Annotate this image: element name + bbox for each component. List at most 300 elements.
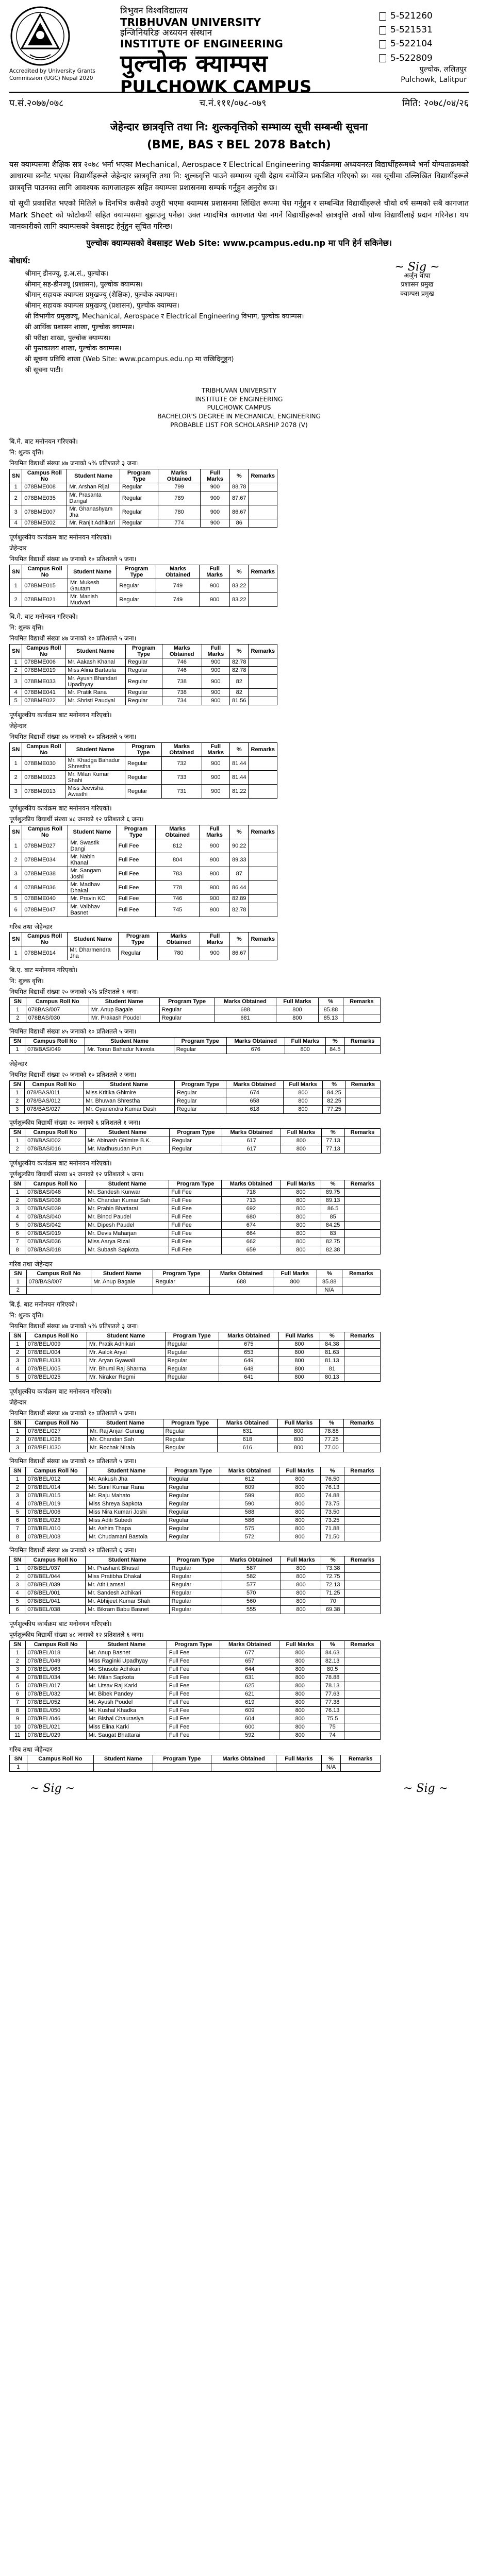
signature-mark-icon: ~ Sig ~ xyxy=(403,1782,448,1795)
cell-sn: 3 xyxy=(10,505,22,519)
cell-program: Regular xyxy=(175,1105,226,1113)
cell-remarks xyxy=(344,1649,381,1657)
cell-pct: 82 xyxy=(229,688,249,697)
column-header-marks: Marks Obtained xyxy=(215,997,276,1006)
cell-name: Mr. Khadga Bahadur Shrestha xyxy=(65,756,125,770)
column-header-pct: % xyxy=(321,1180,344,1188)
cell-remarks xyxy=(249,666,277,674)
phone-row xyxy=(379,52,467,65)
cc-item: श्री पुस्तकालय शाखा, पुल्चोक क्याम्पस। xyxy=(25,345,122,353)
cell-marks: 774 xyxy=(158,519,201,527)
column-header-name: Student Name xyxy=(88,1419,163,1427)
cell-roll: 078/BAS/038 xyxy=(25,1196,86,1205)
column-header-name: Student Name xyxy=(86,1467,166,1475)
cell-full: 800 xyxy=(279,1483,321,1492)
column-header-sn: SN xyxy=(10,1419,26,1427)
cell-name: Mr. Ankush Jha xyxy=(86,1475,166,1483)
cell-remarks xyxy=(344,1715,381,1723)
cell-pct: 80.5 xyxy=(321,1665,344,1673)
cell-roll: 078/BAS/027 xyxy=(25,1105,84,1113)
cell-full: 900 xyxy=(200,491,229,505)
cell-remarks xyxy=(343,1444,380,1452)
table-header-row xyxy=(10,997,381,1006)
cell-roll: 078/BAS/011 xyxy=(25,1089,84,1097)
cell-program: Regular xyxy=(165,1348,219,1357)
cell-full: 900 xyxy=(200,519,229,527)
cell-name: Mr. Abhijeet Kumar Shah xyxy=(86,1597,170,1605)
column-header-sn: SN xyxy=(10,469,22,483)
cell-sn: 3 xyxy=(10,1105,25,1113)
cell-pct: 81.22 xyxy=(229,784,249,798)
cell-sn: 1 xyxy=(10,1763,27,1771)
cell-marks: 619 xyxy=(220,1698,279,1706)
cell-name: Mr. Devis Maharjan xyxy=(86,1229,169,1238)
table-row xyxy=(10,894,277,903)
cell-marks: 692 xyxy=(222,1205,281,1213)
campus-address xyxy=(401,65,467,85)
cell-pct: 82.38 xyxy=(321,1246,344,1254)
cell-marks: 590 xyxy=(220,1500,279,1508)
reference-row xyxy=(9,95,469,114)
table-header-row xyxy=(10,1556,381,1564)
column-header-program: Program Type xyxy=(169,1180,222,1188)
cell-remarks xyxy=(249,697,277,705)
table-row xyxy=(10,579,277,592)
column-header-pct: % xyxy=(325,1037,345,1045)
cell-sn: 1 xyxy=(10,839,22,853)
cell-marks: 644 xyxy=(220,1665,279,1673)
table-row xyxy=(10,1581,381,1589)
cell-marks: 749 xyxy=(156,592,200,606)
cell-remarks xyxy=(249,505,277,519)
column-header-roll: Campus Roll No xyxy=(22,565,68,579)
table-row xyxy=(10,1196,381,1205)
cell-full: 800 xyxy=(279,1682,321,1690)
table-row xyxy=(10,688,277,697)
list-header-line: INSTITUTE OF ENGINEERING xyxy=(195,395,283,403)
tribhuvan-university-logo-icon xyxy=(9,5,71,67)
cell-marks: 648 xyxy=(219,1365,278,1373)
group-note: नि: शुल्क वृत्ति। xyxy=(9,448,44,456)
cell-roll: 078/BEL/034 xyxy=(25,1673,86,1682)
column-header-full: Full Marks xyxy=(281,1128,322,1137)
cell-program: Regular xyxy=(125,658,162,666)
cell-pct: 89.13 xyxy=(321,1196,344,1205)
cell-remarks xyxy=(344,1357,380,1365)
cell-sn: 6 xyxy=(10,1516,26,1524)
cell-remarks xyxy=(343,1427,380,1435)
cell-name: Mr. Nabin Khanal xyxy=(68,853,116,867)
group-note: जेहेन्दार xyxy=(9,722,27,730)
table-row xyxy=(10,1089,381,1097)
table-row xyxy=(10,658,277,666)
column-header-remarks: Remarks xyxy=(345,1037,381,1045)
cell-remarks xyxy=(344,1673,381,1682)
cell-program: Regular xyxy=(169,1597,222,1605)
cell-marks: 616 xyxy=(217,1444,277,1452)
column-header-marks: Marks Obtained xyxy=(219,1332,278,1340)
cell-remarks xyxy=(343,1006,380,1014)
cell-sn: 1 xyxy=(10,483,22,491)
cell-name: Miss Shreya Sapkota xyxy=(86,1500,166,1508)
cell-full: 800 xyxy=(279,1649,321,1657)
list-header-line: TRIBHUVAN UNIVERSITY xyxy=(202,386,276,394)
cell-marks: 812 xyxy=(156,839,200,853)
cell-roll: 078BME036 xyxy=(22,880,68,894)
ref-no: प.सं.२०७७/०७८ xyxy=(9,98,64,109)
table-row xyxy=(10,1365,381,1373)
group-note: पूर्णशुल्कीय विद्यार्थी संख्या ४८ जनाको १२ प्रतिशतले ६ जना। xyxy=(9,1631,144,1638)
cell-remarks xyxy=(345,1097,380,1105)
cell-marks: 780 xyxy=(158,505,201,519)
group-heading: बि.ई. बाट मनोनयन गरिएको। xyxy=(9,1300,77,1308)
cell-sn: 2 xyxy=(10,853,22,867)
cell-remarks xyxy=(345,1089,380,1097)
cell-remarks xyxy=(344,1483,381,1492)
group-note: नि: शुल्क वृत्ति। xyxy=(9,623,44,631)
cell-marks: 600 xyxy=(220,1723,279,1731)
cell-full: 800 xyxy=(281,1213,321,1221)
cell-program: Regular xyxy=(165,1373,219,1381)
table-row xyxy=(10,903,277,917)
cell-sn: 5 xyxy=(10,1597,25,1605)
cell-program: Full Fee xyxy=(167,1698,220,1706)
table-row xyxy=(10,784,277,798)
cell-remarks xyxy=(344,1492,381,1500)
table-row xyxy=(10,1357,381,1365)
cell-program: Regular xyxy=(167,1475,220,1483)
cell-name: Mr. Milan Kumar Shahi xyxy=(65,770,125,784)
cell-marks: 657 xyxy=(220,1657,279,1665)
cell-remarks xyxy=(342,1286,380,1294)
cell-roll: 078/BEL/015 xyxy=(25,1492,86,1500)
table-row xyxy=(10,1014,381,1022)
group-note: नि: शुल्क वृत्ति। xyxy=(9,1311,44,1319)
column-header-pct: % xyxy=(321,1128,344,1137)
cell-roll: 078/BEL/032 xyxy=(25,1690,86,1698)
cell-roll: 078/BAS/007 xyxy=(26,1278,91,1286)
group-heading: बि.ए. बाट मनोनयन गरिएको। xyxy=(9,965,78,974)
cell-full: 800 xyxy=(281,1597,321,1605)
cell-full: 800 xyxy=(281,1229,321,1238)
cell-pct: 76.13 xyxy=(321,1483,344,1492)
column-header-sn: SN xyxy=(10,644,22,658)
cell-name: Mr. Sandesh Kunwar xyxy=(86,1188,169,1196)
table-row xyxy=(10,1682,381,1690)
scholarship-table xyxy=(9,1556,381,1614)
table-row xyxy=(10,1597,381,1605)
table-caption: नियमित विद्यार्थी संख्या ४५ जनाको १० प्रतिशतले ५ जना। xyxy=(9,1027,137,1035)
cell-name xyxy=(94,1763,153,1771)
cell-program: Regular xyxy=(169,1589,222,1597)
table-row xyxy=(10,1492,381,1500)
group-note: जेहेन्दार xyxy=(9,1398,27,1406)
group-heading: पूर्णशुल्कीय कार्यक्रम बाट मनोनयन गरिएको। xyxy=(9,804,112,812)
column-header-remarks: Remarks xyxy=(249,932,277,946)
cell-roll: 078/BEL/049 xyxy=(25,1657,86,1665)
cell-roll: 078BME047 xyxy=(22,903,68,917)
cell-remarks xyxy=(344,1475,381,1483)
cell-remarks xyxy=(344,1205,380,1213)
cell-roll: 078/BEL/044 xyxy=(25,1572,86,1581)
cc-item: श्रीमान् डीनज्यू, इ.अ.सं., पुल्चोक। xyxy=(25,269,109,278)
cell-sn: 9 xyxy=(10,1715,26,1723)
cell-pct: 84.38 xyxy=(320,1340,344,1348)
table-row xyxy=(10,1508,381,1516)
cell-program: Regular xyxy=(165,1340,219,1348)
cell-marks: 677 xyxy=(220,1649,279,1657)
signature-block xyxy=(366,260,469,298)
cell-full: 900 xyxy=(200,592,230,606)
cell-pct: 82.78 xyxy=(229,658,249,666)
cell-sn: 3 xyxy=(10,1205,25,1213)
cell-remarks xyxy=(344,1516,381,1524)
column-header-roll: Campus Roll No xyxy=(25,1332,87,1340)
cell-remarks xyxy=(344,1500,381,1508)
cell-pct: 77.25 xyxy=(323,1105,345,1113)
cell-roll: 078/BEL/023 xyxy=(25,1516,86,1524)
cell-pct: 73.38 xyxy=(321,1564,344,1572)
cell-name: Mr. Subash Sapkota xyxy=(86,1246,169,1254)
cell-full: 800 xyxy=(279,1533,321,1541)
cell-full: 800 xyxy=(281,1605,321,1614)
column-header-marks: Marks Obtained xyxy=(156,825,200,839)
cell-marks: 778 xyxy=(156,880,200,894)
cell-sn: 8 xyxy=(10,1533,26,1541)
group-heading: गरिब तथा जेहेन्दार xyxy=(9,922,53,930)
cell-pct: 81.56 xyxy=(229,697,249,705)
column-header-marks: Marks Obtained xyxy=(162,644,202,658)
cell-program: Full Fee xyxy=(116,853,156,867)
cell-name: Mr. Prasanta Dangal xyxy=(67,491,120,505)
column-header-roll: Campus Roll No xyxy=(25,1180,86,1188)
cell-name: Mr. Aryan Gyawali xyxy=(87,1357,165,1365)
cell-pct: 86.5 xyxy=(321,1205,344,1213)
table-header-row xyxy=(10,742,277,756)
notice-paragraph: यस क्याम्पसमा शैक्षिक सत्र २०७८ भर्ना भएका Mechanical, Aerospace र Electrical Engineering कार्यक्रममा अध्ययनरत विद्यार्थीहरूमध्ये भर्ना योग्यताक्रमको आधारमा छनौट भएका विद्यार्थीहरूले जेहेन्दार छात्रवृत्ति तथा नि: शुल्कवृत्ति पाउने सम्भाव्य सूची देहाय बमोजिम प्रकाशित गरिएको छ। यस सूचीमा उल्लिखित विद्यार्थीहरूले छात्रवृत्ति पाउनका लागि आवश्यक कागजातहरू सहित क्याम्पस प्रशासनमा सम्पर्क गर्नुहुन अनुरोध छ। xyxy=(9,161,469,192)
column-header-pct: % xyxy=(229,742,249,756)
cell-full: 800 xyxy=(278,1373,320,1381)
column-header-sn: SN xyxy=(10,1180,25,1188)
cell-sn: 5 xyxy=(10,1221,25,1229)
cell-remarks xyxy=(344,1706,381,1715)
cell-program: Regular xyxy=(163,1444,217,1452)
cell-marks: 688 xyxy=(215,1006,276,1014)
column-header-full: Full Marks xyxy=(276,997,319,1006)
column-header-remarks: Remarks xyxy=(344,1640,381,1649)
address-en: Pulchowk, Lalitpur xyxy=(401,75,467,84)
cell-remarks xyxy=(344,1682,381,1690)
column-header-pct: % xyxy=(321,1755,341,1763)
cell-roll xyxy=(26,1286,91,1294)
scholarship-table xyxy=(9,1037,381,1054)
electrical-section xyxy=(9,1300,469,1772)
scholarship-table xyxy=(9,1332,381,1382)
cell-full: 800 xyxy=(277,1444,319,1452)
column-header-roll: Campus Roll No xyxy=(25,1080,84,1089)
cell-sn: 1 xyxy=(10,1137,25,1145)
cell-program: Full Fee xyxy=(169,1246,222,1254)
column-header-name: Student Name xyxy=(68,565,117,579)
cell-marks: 641 xyxy=(219,1373,278,1381)
cell-remarks xyxy=(344,1246,380,1254)
column-header-name: Student Name xyxy=(85,1128,170,1137)
table-row xyxy=(10,483,277,491)
cell-name: Mr. Madhav Dhakal xyxy=(68,880,116,894)
cell-pct: 78.13 xyxy=(321,1682,344,1690)
cell-remarks xyxy=(344,1665,381,1673)
cell-sn: 1 xyxy=(10,756,22,770)
table-row xyxy=(10,1213,381,1221)
cell-full xyxy=(276,1763,321,1771)
column-header-marks: Marks Obtained xyxy=(157,932,200,946)
cell-name: Mr. Raju Mahato xyxy=(86,1492,166,1500)
cell-roll: 078BME002 xyxy=(22,519,67,527)
table-header-row xyxy=(10,1180,381,1188)
cell-full: 800 xyxy=(281,1196,321,1205)
column-header-name: Student Name xyxy=(94,1755,153,1763)
cell-full: 900 xyxy=(200,505,229,519)
cell-roll: 078/BEL/004 xyxy=(25,1348,87,1357)
cell-sn: 2 xyxy=(10,1097,25,1105)
phone-number: 5-521531 xyxy=(390,25,433,36)
cell-program xyxy=(153,1286,210,1294)
table-row xyxy=(10,853,277,867)
letterhead xyxy=(9,4,469,96)
column-header-marks: Marks Obtained xyxy=(220,1640,279,1649)
cell-sn: 11 xyxy=(10,1731,26,1739)
cell-full: 800 xyxy=(278,1348,320,1357)
table-row xyxy=(10,1665,381,1673)
column-header-marks: Marks Obtained xyxy=(161,742,202,756)
column-header-program: Program Type xyxy=(125,742,161,756)
cell-full: 800 xyxy=(279,1690,321,1698)
cell-sn: 5 xyxy=(10,1373,26,1381)
column-header-name: Student Name xyxy=(84,1080,175,1089)
phone-row xyxy=(379,37,467,51)
group-heading: गरिब तथा जेहेन्दार xyxy=(9,1745,53,1753)
signatory-name: अर्जुन थापा xyxy=(404,271,431,279)
cell-remarks xyxy=(249,579,277,592)
cell-pct: 87 xyxy=(229,867,249,880)
table-header-row xyxy=(10,1755,381,1763)
cell-remarks xyxy=(249,880,277,894)
cell-name: Mr. Abinash Ghimire B.K. xyxy=(85,1137,170,1145)
column-header-sn: SN xyxy=(10,1037,25,1045)
cell-pct: 89.75 xyxy=(321,1188,344,1196)
cell-sn: 1 xyxy=(10,658,22,666)
cell-pct: 86.67 xyxy=(229,505,249,519)
column-header-full: Full Marks xyxy=(278,1332,320,1340)
cell-marks: 572 xyxy=(220,1533,279,1541)
cell-name: Mr. Bishal Chaurasiya xyxy=(86,1715,167,1723)
cell-pct: 84.5 xyxy=(325,1045,345,1054)
cell-program: Regular xyxy=(167,1492,220,1500)
cell-name xyxy=(91,1286,153,1294)
table-caption: नियमित विद्यार्थी संख्या २० जनाको १० प्रतिशतले २ जना। xyxy=(9,1071,137,1078)
cell-remarks xyxy=(344,1572,380,1581)
group-heading: जेहेन्दार xyxy=(9,1059,27,1067)
column-header-marks: Marks Obtained xyxy=(211,1755,276,1763)
cell-remarks xyxy=(249,867,277,880)
cell-remarks xyxy=(344,1723,381,1731)
cell-remarks xyxy=(344,1213,380,1221)
column-header-full: Full Marks xyxy=(277,1419,319,1427)
cell-marks: 555 xyxy=(222,1605,281,1614)
column-header-remarks: Remarks xyxy=(343,997,380,1006)
table-row xyxy=(10,1589,381,1597)
cell-roll: 078/BEL/025 xyxy=(25,1373,87,1381)
column-header-roll: Campus Roll No xyxy=(25,1467,86,1475)
phone-number: 5-521260 xyxy=(390,11,433,21)
table-row xyxy=(10,1564,381,1572)
cell-program: Regular xyxy=(120,505,158,519)
cell-pct: 85.88 xyxy=(317,1278,342,1286)
cell-marks: 618 xyxy=(217,1435,277,1444)
cell-roll: 078/BEL/039 xyxy=(25,1581,86,1589)
cell-name: Mr. Bikram Babu Basnet xyxy=(86,1605,170,1614)
cell-marks: 570 xyxy=(222,1589,281,1597)
cell-program: Regular xyxy=(169,1581,222,1589)
cell-sn: 3 xyxy=(10,1581,25,1589)
column-header-roll: Campus Roll No xyxy=(27,1755,94,1763)
cell-full: 900 xyxy=(200,894,230,903)
cell-roll: 078BME041 xyxy=(22,688,65,697)
cell-sn: 1 xyxy=(10,946,22,960)
cell-marks: 799 xyxy=(158,483,201,491)
list-header-line: BACHELOR'S DEGREE IN MECHANICAL ENGINEERING xyxy=(157,413,321,420)
group-heading: बि.मे. बाट मनोनयन गरिएको। xyxy=(9,612,78,620)
cell-name: Mr. Manish Mudvari xyxy=(68,592,117,606)
cell-sn: 6 xyxy=(10,1690,26,1698)
table-row xyxy=(10,491,277,505)
cell-marks: 575 xyxy=(220,1524,279,1533)
cell-roll: 078/BAS/042 xyxy=(25,1221,86,1229)
cell-full: 800 xyxy=(283,1105,323,1113)
cell-program: Regular xyxy=(163,1435,217,1444)
campus-name-ne: पुल्चोक क्याम्पस xyxy=(120,49,268,78)
cell-full xyxy=(273,1286,317,1294)
document-page xyxy=(9,0,469,1805)
cell-pct: 70 xyxy=(321,1597,344,1605)
cell-marks: 586 xyxy=(220,1516,279,1524)
column-header-program: Program Type xyxy=(117,565,156,579)
cell-name: Mr. Niraker Regmi xyxy=(87,1373,165,1381)
cell-marks: 738 xyxy=(162,674,202,688)
cell-roll: 078/BEL/017 xyxy=(25,1682,86,1690)
column-header-full: Full Marks xyxy=(281,1556,321,1564)
table-row xyxy=(10,1444,381,1452)
scholarship-table xyxy=(9,997,381,1023)
cell-marks: 718 xyxy=(222,1188,281,1196)
table-caption: नियमित विद्यार्थी संख्या ४७ जनाको १० प्रतिशतले ५ जना। xyxy=(9,634,137,642)
cell-full: 800 xyxy=(276,1006,319,1014)
cell-roll: 078/BAS/012 xyxy=(25,1097,84,1105)
cell-sn: 3 xyxy=(10,1492,26,1500)
cell-name: Mr. Rochak Nirala xyxy=(88,1444,163,1452)
column-header-program: Program Type xyxy=(167,1640,220,1649)
cell-pct: 83.22 xyxy=(229,579,249,592)
cell-sn: 1 xyxy=(10,1475,26,1483)
cell-full: 800 xyxy=(281,1589,321,1597)
phone-number: 5-522809 xyxy=(390,53,433,63)
cell-full: 800 xyxy=(281,1145,322,1153)
column-header-name: Student Name xyxy=(65,742,125,756)
signatory-role: क्याम्पस प्रमुख xyxy=(400,289,434,297)
table-header-row xyxy=(10,1332,381,1340)
cell-sn: 2 xyxy=(10,666,22,674)
cell-name: Mr. Anup Bagale xyxy=(89,1006,159,1014)
